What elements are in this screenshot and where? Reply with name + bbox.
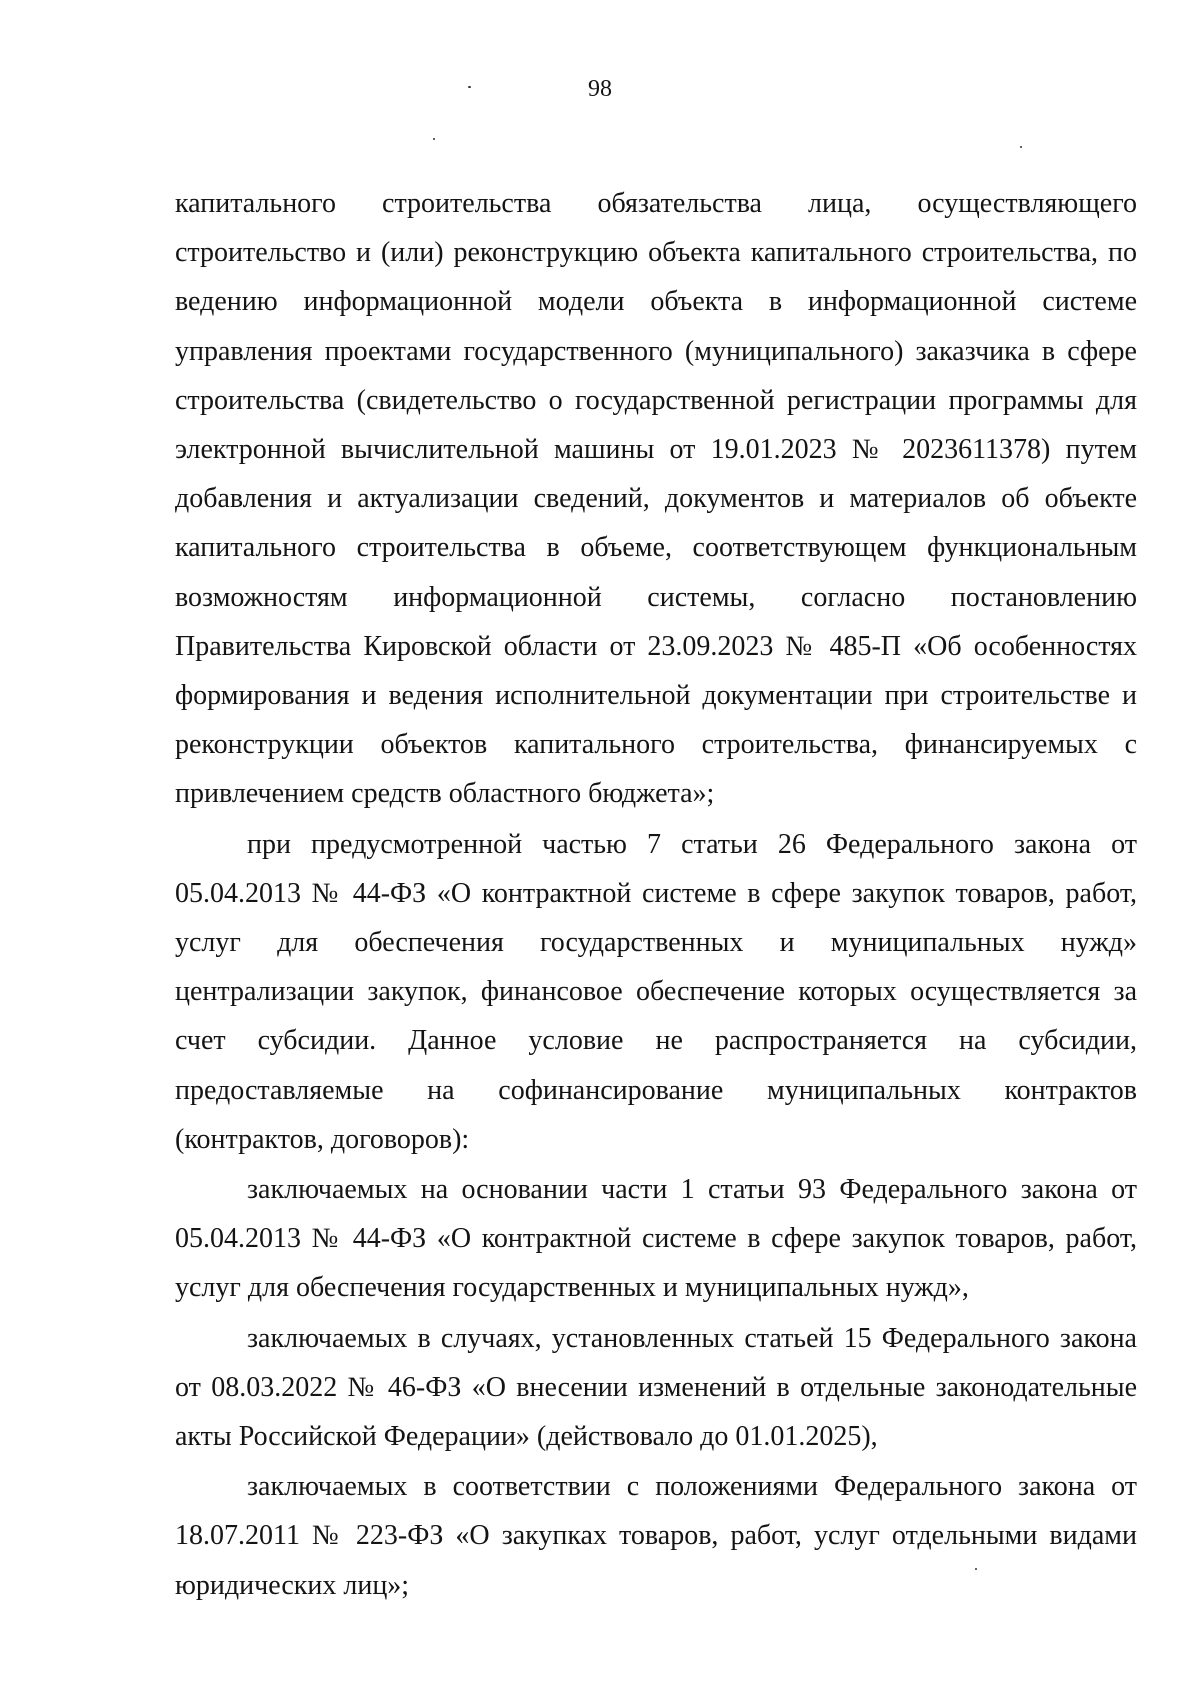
paragraph-contracts-article-93: заключаемых на основании части 1 статьи 93 Федерального закона от 05.04.2013 № 44-ФЗ «О контрактной системе в сфере закупок товаров, работ, услуг для обеспечения государственных и муниципальных нужд», — [175, 1174, 1137, 1304]
paragraph-contracts-223-fz: заключаемых в соответствии с положениями Федерального закона от 18.07.2011 № 223-ФЗ «О закупках товаров, работ, услуг отдельными видами юридических лиц»; — [175, 1471, 1137, 1601]
paragraph-procurement-centralization: при предусмотренной частью 7 статьи 26 Федерального закона от 05.04.2013 № 44-ФЗ «О контрактной системе в сфере закупок товаров, работ, услуг для обеспечения государственных и муниципальных нужд» централизации закупок, финансовое обеспечение которых осуществляется за счет субсидии. Данное условие не распространяется на субсидии, предоставляемые на софинансирование муниципальных контрактов (контрактов, договоров): — [175, 828, 1137, 1155]
paragraph-building-obligation: капитального строительства обязательства лица, осуществляющего строительство и (или) реконструкцию объекта капитального строительства, по ведению информационной модели объекта в информационной системе управления проектами государственного (муниципального) заказчика в сфере строительства (свидетельство о государственной регистрации программы для электронной вычислительной машины от 19.01.2023 № 2023611378) путем добавления и актуализации сведений, документов и материалов об объекте капитального строительства в объеме, соответствующем функциональным возможностям информационной системы, согласно постановлению Правительства Кировской области от 23.09.2023 № 485-П «Об особенностях формирования и ведения исполнительной документации при строительстве и реконструкции объектов капитального строительства, финансируемых с привлечением средств областного бюджета»; — [175, 188, 1137, 810]
page-number: 98 — [588, 76, 612, 102]
document-body — [175, 179, 1137, 1610]
paragraph-contracts-article-15: заключаемых в случаях, установленных статьей 15 Федерального закона от 08.03.2022 № 46-ФЗ «О внесении изменений в отдельные законодательные акты Российской Федерации» (действовало до 01.01.2025), — [175, 1322, 1137, 1453]
scan-speck — [468, 86, 471, 88]
scan-speck — [433, 138, 435, 140]
scan-speck — [1020, 146, 1022, 148]
